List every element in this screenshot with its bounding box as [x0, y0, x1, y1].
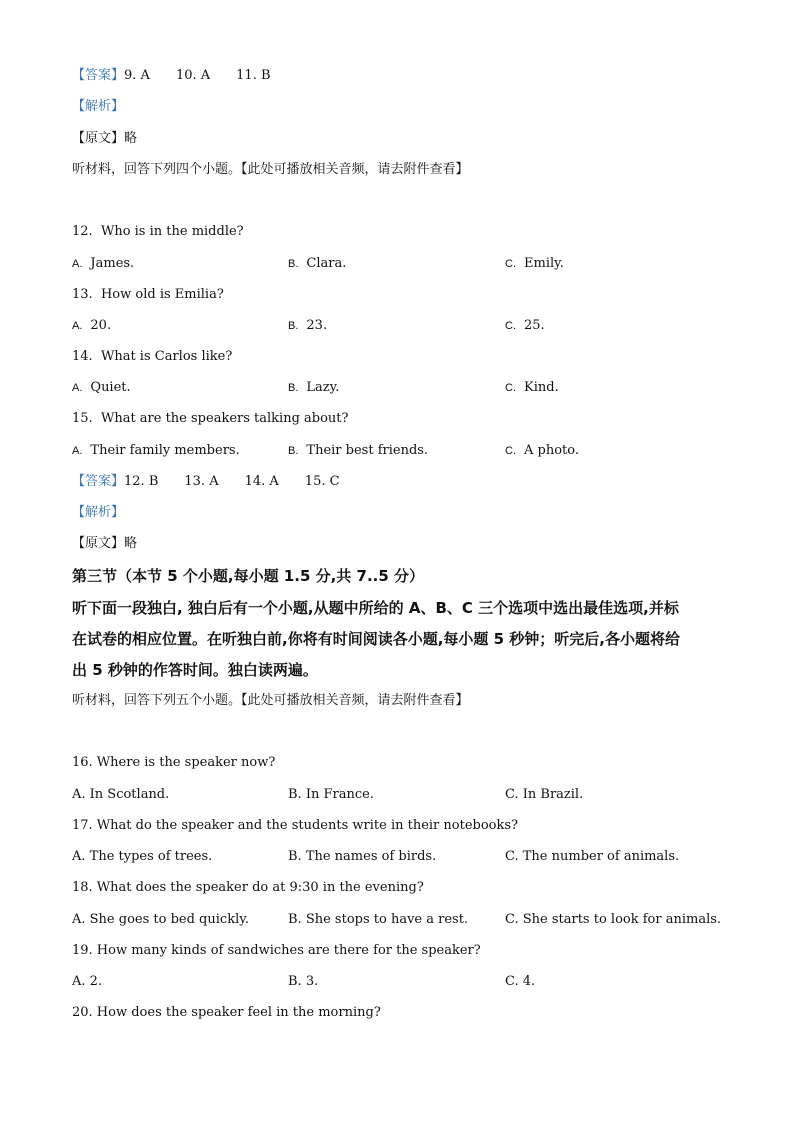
listen-instruction: 听材料，回答下列五个小题。【此处可播放相关音频，请去附件查看】	[72, 693, 469, 708]
option-label: B.	[288, 320, 299, 332]
question-text: Who is in the middle?	[100, 224, 244, 239]
option-label: B.	[288, 382, 299, 394]
answer-item: 15. C	[304, 474, 340, 489]
option-15-a	[72, 442, 240, 460]
part3-heading: 第三节（本节 5 个小题,每小题 1.5 分,共 7..5 分）	[72, 567, 425, 585]
original-text: 略	[124, 536, 138, 551]
option-text: Kind.	[524, 380, 559, 395]
answer-line-9-11	[72, 67, 271, 85]
original-tag: 【原文】	[72, 536, 125, 551]
listen-instruction: 听材料，回答下列四个小题。【此处可播放相关音频，请去附件查看】	[72, 162, 469, 177]
question-12	[72, 223, 244, 241]
answer-item: 9. A	[124, 68, 150, 83]
analysis-line	[72, 504, 124, 522]
question-text: What are the speakers talking about?	[100, 411, 349, 426]
answer-item: 14. A	[244, 474, 279, 489]
option-12-a	[72, 255, 134, 273]
option-label: B.	[288, 258, 299, 270]
option-13-c	[505, 317, 545, 335]
part3-instruction-line: 听下面一段独白, 独白后有一个小题,从题中所给的 A、B、C 三个选项中选出最佳选项,并标	[72, 599, 679, 617]
answer-item: 13. A	[184, 474, 219, 489]
answer-tag: 【答案】	[72, 474, 125, 489]
option-text: Emily.	[524, 256, 564, 271]
option-15-b	[288, 442, 428, 460]
option-16-b: B. In France.	[288, 787, 374, 802]
question-13	[72, 286, 224, 304]
part3-instruction-line: 出 5 秒钟的作答时间。独白读两遍。	[72, 661, 318, 679]
option-18-b: B. She stops to have a rest.	[288, 912, 469, 927]
answer-item: 12. B	[124, 474, 159, 489]
analysis-tag: 【解析】	[72, 99, 125, 114]
option-label: C.	[505, 382, 516, 394]
option-text: Clara.	[306, 256, 347, 271]
analysis-line	[72, 98, 124, 116]
option-16-a: A. In Scotland.	[72, 787, 170, 802]
option-18-c: C. She starts to look for animals.	[505, 912, 722, 927]
question-14	[72, 348, 232, 366]
answer-item: 11. B	[236, 68, 271, 83]
option-15-c	[505, 442, 579, 460]
original-tag: 【原文】	[72, 131, 125, 146]
question-15	[72, 410, 349, 428]
original-line	[72, 130, 137, 148]
option-16-c: C. In Brazil.	[505, 787, 584, 802]
part3-instruction-line: 在试卷的相应位置。在听独白前,你将有时间阅读各小题,每小题 5 秒钟；听完后,各小题将给	[72, 630, 680, 648]
question-18: 18. What does the speaker do at 9:30 in the evening?	[72, 880, 424, 895]
option-label: C.	[505, 320, 516, 332]
question-text: How old is Emilia?	[100, 287, 224, 302]
option-14-c	[505, 379, 559, 397]
option-14-b	[288, 379, 339, 397]
option-text: James.	[90, 256, 135, 271]
option-text: 23.	[306, 318, 328, 333]
option-17-c: C. The number of animals.	[505, 849, 680, 864]
answer-item: 10. A	[175, 68, 211, 83]
option-19-c: C. 4.	[505, 974, 536, 989]
option-17-a: A. The types of trees.	[72, 849, 213, 864]
answer-tag: 【答案】	[72, 68, 125, 83]
option-19-a: A. 2.	[72, 974, 103, 989]
option-text: 25.	[524, 318, 545, 333]
question-16: 16. Where is the speaker now?	[72, 755, 276, 770]
option-19-b: B. 3.	[288, 974, 319, 989]
option-14-a	[72, 379, 131, 397]
question-17: 17. What do the speaker and the students write in their notebooks?	[72, 818, 519, 833]
question-number: 12.	[72, 224, 93, 239]
option-text: Their best friends.	[306, 443, 429, 458]
original-line	[72, 535, 137, 553]
question-number: 15.	[72, 411, 93, 426]
answer-line-12-15	[72, 473, 340, 491]
option-12-c	[505, 255, 564, 273]
analysis-tag: 【解析】	[72, 505, 125, 520]
option-label: A.	[72, 258, 83, 270]
question-20: 20. How does the speaker feel in the morning?	[72, 1005, 381, 1020]
option-text: A photo.	[524, 443, 579, 458]
option-text: Their family members.	[90, 443, 240, 458]
option-13-b	[288, 317, 327, 335]
option-13-a	[72, 317, 111, 335]
option-text: Lazy.	[306, 380, 340, 395]
question-19: 19. How many kinds of sandwiches are there for the speaker?	[72, 943, 481, 958]
option-text: Quiet.	[90, 380, 131, 395]
option-label: B.	[288, 445, 299, 457]
option-label: A.	[72, 320, 83, 332]
option-12-b	[288, 255, 346, 273]
original-text: 略	[124, 131, 138, 146]
option-18-a: A. She goes to bed quickly.	[72, 912, 249, 927]
option-label: A.	[72, 445, 83, 457]
question-text: What is Carlos like?	[100, 349, 233, 364]
option-text: 20.	[90, 318, 112, 333]
option-label: C.	[505, 258, 516, 270]
question-number: 13.	[72, 287, 93, 302]
option-label: A.	[72, 382, 83, 394]
option-label: C.	[505, 445, 516, 457]
option-17-b: B. The names of birds.	[288, 849, 437, 864]
question-number: 14.	[72, 349, 93, 364]
